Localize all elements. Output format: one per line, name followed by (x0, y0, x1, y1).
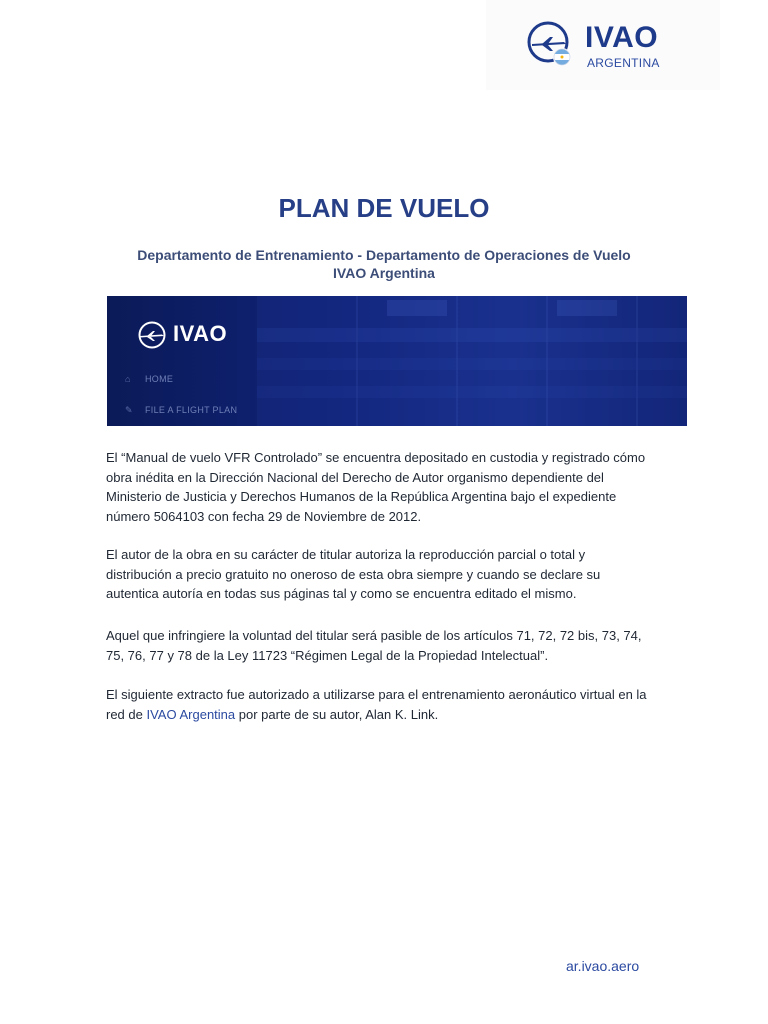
home-icon: ⌂ (125, 374, 131, 384)
banner-menu-label: HOME (145, 374, 174, 384)
airplane-globe-icon (526, 20, 574, 68)
text-line: El “Manual de vuelo VFR Controlado” se encuentra depositado en custodia y registrado cómo (106, 450, 646, 465)
text-fragment: red de (106, 706, 147, 722)
pencil-icon: ✎ (125, 405, 133, 415)
subtitle-line-1: Departamento de Entrenamiento - Departamento de Operaciones de Vuelo (137, 247, 631, 263)
logo-subtitle: ARGENTINA (587, 56, 660, 70)
paragraph-extract-authorization (106, 685, 666, 724)
paragraph-copyright (106, 448, 666, 526)
subtitle-line-2: IVAO Argentina (333, 265, 435, 281)
text-line: autentica autoría en todas sus páginas tal y como se encuentra editado el mismo. (106, 586, 577, 601)
text-line (106, 705, 666, 725)
text-line: distribución a precio gratuito no oneroso de esta obra siempre y cuando se declare su (106, 566, 601, 582)
page-title: PLAN DE VUELO (278, 193, 490, 223)
paragraph-infringement (106, 626, 666, 665)
paragraph-authorization (106, 545, 666, 604)
banner-menu-item-file-flight-plan (125, 404, 237, 416)
ivao-banner-image (107, 296, 687, 426)
ivao-argentina-link[interactable]: IVAO Argentina (146, 706, 236, 722)
text-line: 75, 76, 77 y 78 de la Ley 11723 “Régimen Legal de la Propiedad Intelectual”. (106, 647, 549, 663)
text-line: El siguiente extracto fue autorizado a utilizarse para el entrenamiento aeronáutico virtual en la (106, 687, 647, 702)
text-line: El autor de la obra en su carácter de titular autoriza la reproducción parcial o total y (106, 547, 586, 562)
logo-wordmark: IVAO (585, 21, 659, 54)
banner-menu-item-home (125, 373, 173, 385)
text-line: obra inédita en la Dirección Nacional del Derecho de Autor organismo dependiente del (106, 469, 604, 485)
banner-table-background (257, 296, 687, 426)
ivao-argentina-logo (486, 0, 720, 90)
footer-website-link[interactable]: ar.ivao.aero (566, 958, 640, 974)
text-line: Ministerio de Justicia y Derechos Humanos de la República Argentina bajo el expediente (106, 489, 617, 504)
text-line: número 5064103 con fecha 29 de Noviembre de 2012. (106, 508, 422, 524)
text-line: Aquel que infringiere la voluntad del titular será pasible de los artículos 71, 72, 72 bis, 73, 74, (106, 628, 642, 643)
text-fragment: por parte de su autor, Alan K. Link. (235, 706, 439, 722)
banner-menu-label: FILE A FLIGHT PLAN (145, 405, 238, 415)
banner-logo-text: IVAO (173, 321, 228, 346)
banner-airplane-icon (137, 320, 167, 350)
page-subtitle (0, 246, 768, 282)
